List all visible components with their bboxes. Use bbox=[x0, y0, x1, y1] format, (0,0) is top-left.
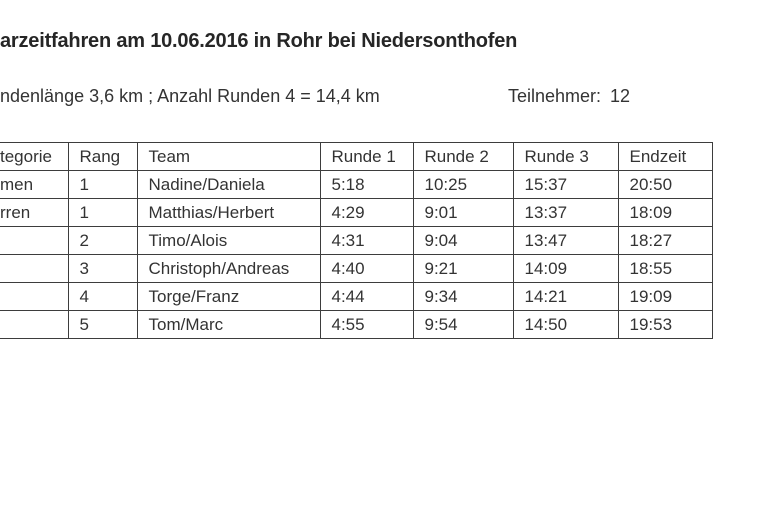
cell-kategorie: men bbox=[0, 171, 68, 199]
page-title: arzeitfahren am 10.06.2016 in Rohr bei Niedersonthofen bbox=[0, 30, 518, 52]
results-table bbox=[0, 142, 713, 339]
table-row bbox=[0, 227, 712, 255]
cell-runde1: 4:55 bbox=[320, 311, 413, 339]
cell-rang: 4 bbox=[68, 283, 137, 311]
cell-runde3: 14:21 bbox=[513, 283, 618, 311]
column-header-rang: Rang bbox=[68, 143, 137, 171]
cell-runde2: 9:01 bbox=[413, 199, 513, 227]
column-header-kategorie: tegorie bbox=[0, 143, 68, 171]
cell-endzeit: 18:27 bbox=[618, 227, 712, 255]
participants-info bbox=[508, 86, 630, 107]
cell-kategorie: rren bbox=[0, 199, 68, 227]
cell-endzeit: 20:50 bbox=[618, 171, 712, 199]
cell-team: Christoph/Andreas bbox=[137, 255, 320, 283]
cell-runde2: 9:04 bbox=[413, 227, 513, 255]
cell-endzeit: 18:55 bbox=[618, 255, 712, 283]
cell-runde2: 9:34 bbox=[413, 283, 513, 311]
cell-kategorie bbox=[0, 227, 68, 255]
cell-runde2: 10:25 bbox=[413, 171, 513, 199]
cell-runde3: 15:37 bbox=[513, 171, 618, 199]
cell-rang: 1 bbox=[68, 199, 137, 227]
cell-runde3: 13:37 bbox=[513, 199, 618, 227]
cell-runde2: 9:54 bbox=[413, 311, 513, 339]
cell-rang: 1 bbox=[68, 171, 137, 199]
column-header-runde2: Runde 2 bbox=[413, 143, 513, 171]
cell-runde1: 4:44 bbox=[320, 283, 413, 311]
cell-runde3: 14:09 bbox=[513, 255, 618, 283]
cell-rang: 2 bbox=[68, 227, 137, 255]
cell-team: Matthias/Herbert bbox=[137, 199, 320, 227]
column-header-runde3: Runde 3 bbox=[513, 143, 618, 171]
participants-count: 12 bbox=[610, 86, 631, 106]
cell-runde3: 14:50 bbox=[513, 311, 618, 339]
cell-runde2: 9:21 bbox=[413, 255, 513, 283]
column-header-team: Team bbox=[137, 143, 320, 171]
cell-runde1: 4:29 bbox=[320, 199, 413, 227]
table-row bbox=[0, 199, 712, 227]
cell-rang: 3 bbox=[68, 255, 137, 283]
cell-endzeit: 19:09 bbox=[618, 283, 712, 311]
participants-label: Teilnehmer: bbox=[508, 86, 602, 106]
cell-runde3: 13:47 bbox=[513, 227, 618, 255]
cell-endzeit: 19:53 bbox=[618, 311, 712, 339]
cell-runde1: 5:18 bbox=[320, 171, 413, 199]
table-row bbox=[0, 283, 712, 311]
cell-team: Nadine/Daniela bbox=[137, 171, 320, 199]
cell-team: Tom/Marc bbox=[137, 311, 320, 339]
column-header-runde1: Runde 1 bbox=[320, 143, 413, 171]
cell-kategorie bbox=[0, 255, 68, 283]
course-info-text: ndenlänge 3,6 km ; Anzahl Runden 4 = 14,4 km bbox=[0, 86, 380, 106]
cell-team: Timo/Alois bbox=[137, 227, 320, 255]
cell-runde1: 4:31 bbox=[320, 227, 413, 255]
cell-kategorie bbox=[0, 283, 68, 311]
course-info-row bbox=[0, 86, 768, 107]
cell-endzeit: 18:09 bbox=[618, 199, 712, 227]
cell-team: Torge/Franz bbox=[137, 283, 320, 311]
cell-runde1: 4:40 bbox=[320, 255, 413, 283]
column-header-endzeit: Endzeit bbox=[618, 143, 712, 171]
table-row bbox=[0, 255, 712, 283]
table-header-row bbox=[0, 143, 712, 171]
table-row bbox=[0, 311, 712, 339]
cell-rang: 5 bbox=[68, 311, 137, 339]
table-row bbox=[0, 171, 712, 199]
cell-kategorie bbox=[0, 311, 68, 339]
